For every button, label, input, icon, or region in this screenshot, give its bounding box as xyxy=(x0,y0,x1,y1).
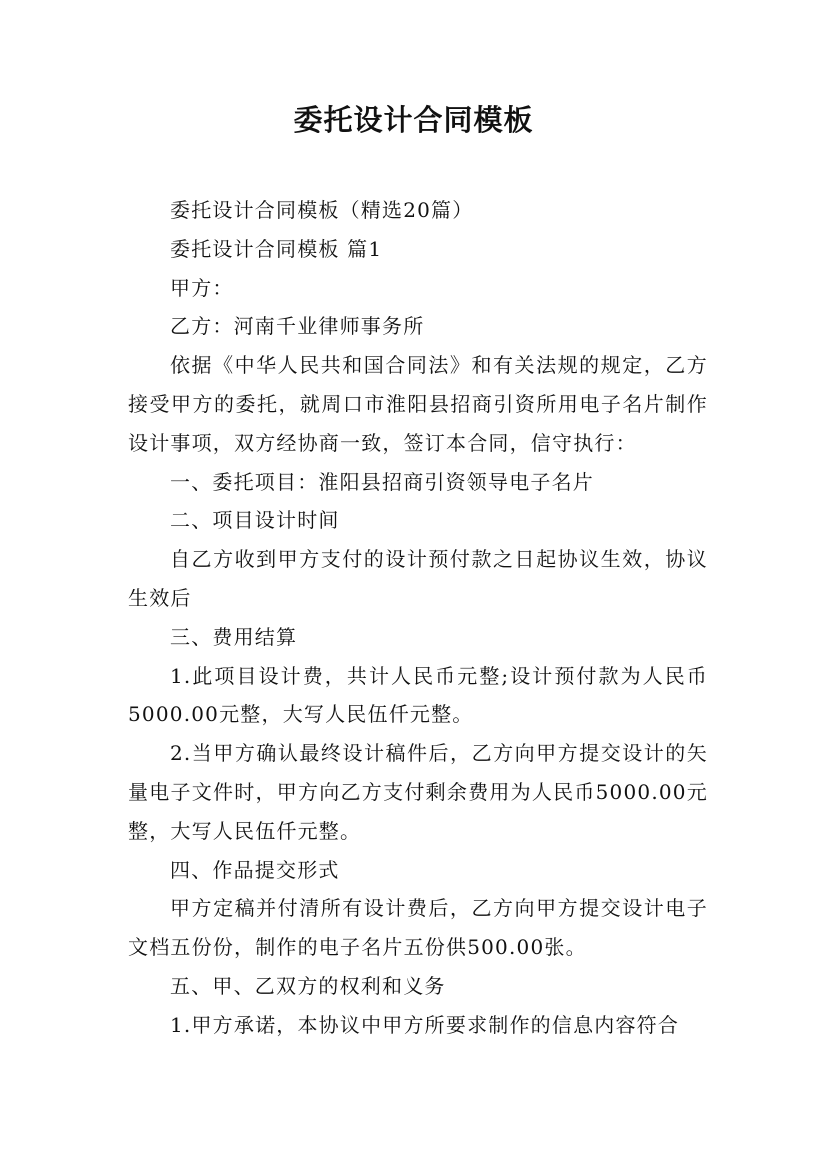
paragraph-section-heading: 委托设计合同模板 篇1 xyxy=(170,236,383,261)
paragraph-clause-5: 五、甲、乙双方的权利和义务 xyxy=(170,973,446,998)
paragraph-clause-2-text: 自乙方收到甲方支付的设计预付款之日起协议生效，协议生效后 xyxy=(128,547,708,610)
paragraph-clause-1: 一、委托项目：淮阳县招商引资领导电子名片 xyxy=(170,469,594,494)
paragraph-clause-3-item-2: 2.当甲方确认最终设计稿件后，乙方向甲方提交设计的矢量电子文件时，甲方向乙方支付剩余费用为人民币5000.00元整，大写人民伍仟元整。 xyxy=(128,741,708,843)
paragraph-clause-2: 二、项目设计时间 xyxy=(170,508,340,533)
paragraph-clause-4: 四、作品提交形式 xyxy=(170,857,340,882)
document-title: 委托设计合同模板 xyxy=(293,103,534,137)
paragraph-clause-3-item-1: 1.此项目设计费，共计人民币元整;设计预付款为人民币5000.00元整，大写人民伍仟元整。 xyxy=(128,663,708,727)
paragraph-subtitle: 委托设计合同模板（精选20篇） xyxy=(170,198,474,222)
paragraph-clause-3: 三、费用结算 xyxy=(170,624,298,649)
paragraph-preamble: 依据《中华人民共和国合同法》和有关法规的规定，乙方接受甲方的委托，就周口市淮阳县招商引资所用电子名片制作设计事项，双方经协商一致，签订本合同，信守执行： xyxy=(128,353,708,455)
document-body xyxy=(128,191,708,1045)
paragraph-party-b: 乙方：河南千业律师事务所 xyxy=(170,314,425,339)
paragraph-clause-4-text: 甲方定稿并付清所有设计费后，乙方向甲方提交设计电子文档五份份，制作的电子名片五份供500.00张。 xyxy=(128,896,708,960)
paragraph-party-a: 甲方： xyxy=(170,275,234,300)
paragraph-clause-5-item-1: 1.甲方承诺，本协议中甲方所要求制作的信息内容符合 xyxy=(170,1012,680,1037)
